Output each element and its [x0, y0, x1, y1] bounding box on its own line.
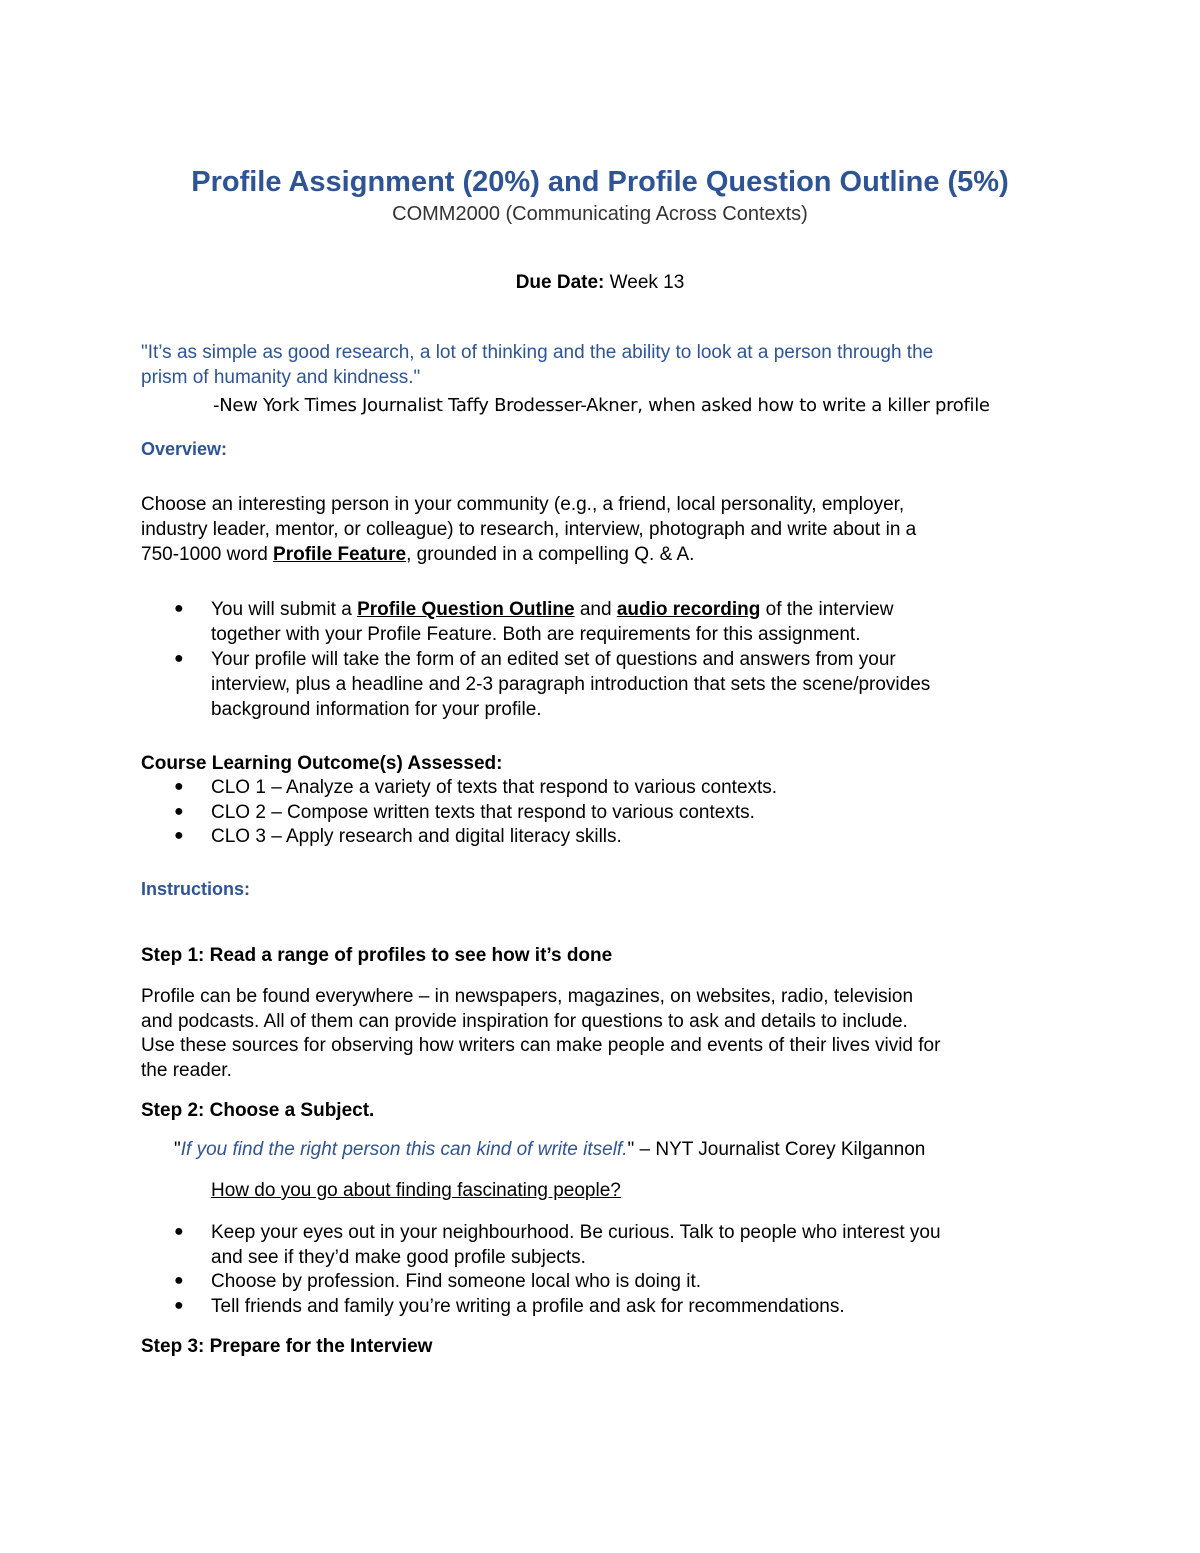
bullet-icon: ● [174, 803, 184, 820]
bullet-icon: ● [174, 778, 184, 795]
text-span: You will submit a [211, 599, 358, 620]
due-date-label: Due Date: [515, 272, 605, 293]
due-date [0, 272, 1200, 294]
bullet-icon: ● [174, 650, 184, 667]
text-span: If you find the right person this can kind of write itself. [180, 1139, 628, 1160]
step-3-heading: Step 3: Prepare for the Interview [141, 1336, 433, 1357]
bullet-icon: ● [174, 1223, 184, 1240]
bullet-icon: ● [174, 827, 184, 844]
overview-paragraph-line-1: Choose an interesting person in your community (e.g., a friend, local personality, employer, [141, 494, 905, 515]
bullet-icon: ● [174, 1272, 184, 1289]
step-2-bullet-1-line-2: and see if they’d make good profile subjects. [211, 1247, 586, 1268]
quote-line-2: prism of humanity and kindness." [141, 367, 421, 388]
instructions-heading: Instructions: [141, 879, 251, 899]
step-1-line-3: Use these sources for observing how writers can make people and events of their lives vivid for [141, 1035, 941, 1056]
overview-bullet-2-line-3: background information for your profile. [211, 699, 542, 720]
overview-paragraph-line-2: industry leader, mentor, or colleague) to research, interview, photograph and write about in a [141, 519, 917, 540]
overview-paragraph-line-3 [141, 542, 694, 567]
step-2-bullet-3: Tell friends and family you’re writing a profile and ask for recommendations. [211, 1296, 845, 1317]
text-span: , grounded in a compelling Q. & A. [406, 544, 695, 565]
overview-bullet-1-line-1 [211, 597, 893, 622]
due-date-value: Week 13 [609, 272, 685, 293]
text-span: – NYT Journalist Corey Kilgannon [634, 1139, 926, 1160]
bullet-icon: ● [174, 600, 184, 617]
audio-recording-term: audio recording [616, 599, 761, 620]
text-span: of the interview [760, 599, 894, 620]
step-2-quote [174, 1139, 925, 1161]
page-title: Profile Assignment (20%) and Profile Question Outline (5%) [191, 166, 1009, 198]
bullet-icon: ● [174, 1297, 184, 1314]
text-span: and [574, 599, 617, 620]
overview-bullet-1-line-2: together with your Profile Feature. Both are requirements for this assignment. [211, 624, 861, 645]
profile-question-outline-term: Profile Question Outline [357, 599, 575, 620]
overview-bullet-2-line-2: interview, plus a headline and 2-3 paragraph introduction that sets the scene/provides [211, 674, 931, 695]
step-1-heading: Step 1: Read a range of profiles to see how it’s done [141, 945, 613, 966]
step-1-line-4: the reader. [141, 1060, 232, 1081]
text-span: " [627, 1139, 635, 1160]
text-span: 750-1000 word [141, 544, 274, 565]
clo-item-1: CLO 1 – Analyze a variety of texts that respond to various contexts. [211, 777, 778, 798]
clo-heading: Course Learning Outcome(s) Assessed: [141, 753, 503, 774]
clo-item-2: CLO 2 – Compose written texts that respond to various contexts. [211, 802, 755, 823]
step-2-heading: Step 2: Choose a Subject. [141, 1100, 375, 1121]
step-2-bullet-2: Choose by profession. Find someone local who is doing it. [211, 1271, 702, 1292]
step-2-bullet-1-line-1: Keep your eyes out in your neighbourhood. Be curious. Talk to people who interest you [211, 1222, 941, 1243]
course-subtitle: COMM2000 (Communicating Across Contexts) [392, 203, 808, 225]
text-span: " [174, 1139, 181, 1160]
quote-attribution: -New York Times Journalist Taffy Brodesser-Akner, when asked how to write a killer profile [213, 395, 990, 416]
overview-heading: Overview: [141, 439, 228, 459]
overview-bullet-2-line-1: Your profile will take the form of an edited set of questions and answers from your [211, 649, 896, 670]
quote-line-1: "It’s as simple as good research, a lot of thinking and the ability to look at a person through the [141, 342, 934, 363]
clo-item-3: CLO 3 – Apply research and digital literacy skills. [211, 826, 622, 847]
step-1-line-1: Profile can be found everywhere – in newspapers, magazines, on websites, radio, television [141, 986, 914, 1007]
step-2-question: How do you go about finding fascinating people? [211, 1180, 621, 1201]
profile-feature-term: Profile Feature [273, 544, 407, 565]
step-1-line-2: and podcasts. All of them can provide inspiration for questions to ask and details to include. [141, 1011, 908, 1032]
